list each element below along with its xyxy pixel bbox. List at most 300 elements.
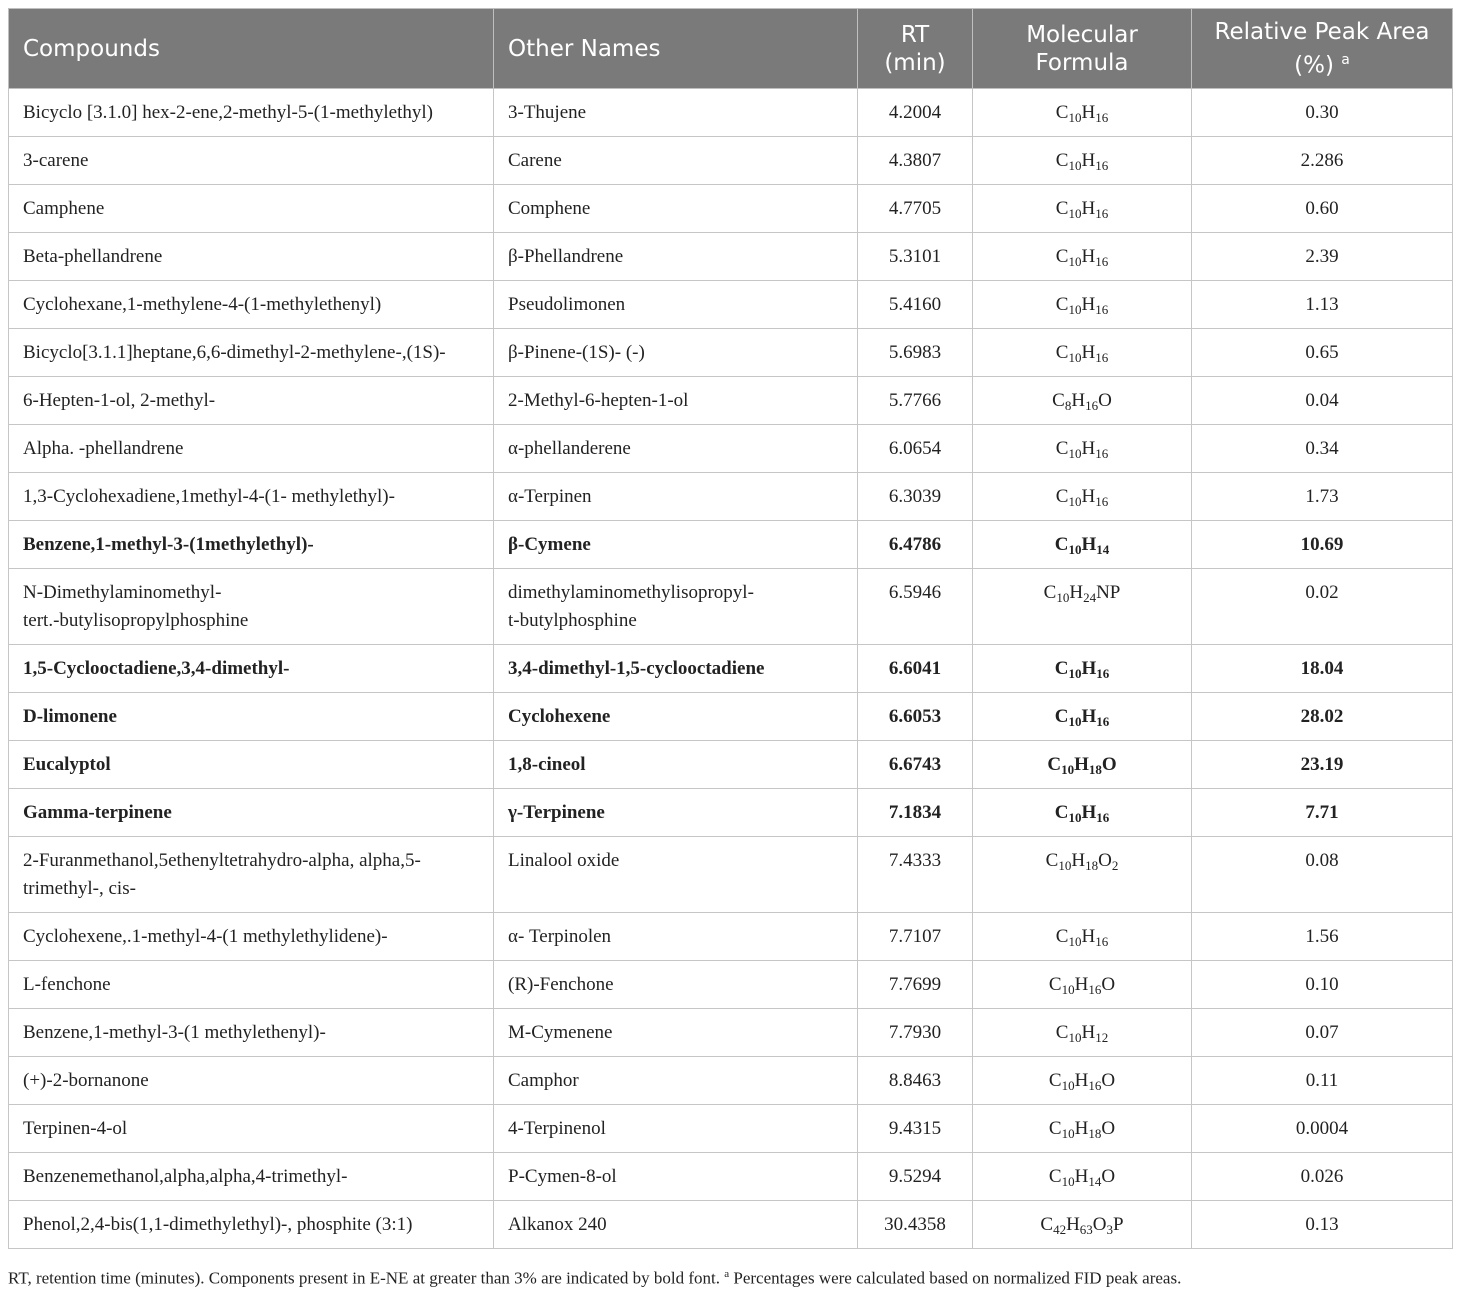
table-row xyxy=(9,1153,1453,1201)
header-area-footnote-mark: a xyxy=(1341,51,1350,68)
formula-subscript: 10 xyxy=(1068,1029,1082,1045)
other-name-text: γ-Terpinene xyxy=(508,801,605,823)
formula-element: C xyxy=(1048,973,1062,995)
formula-subscript: 16 xyxy=(1088,981,1102,997)
compound-text: Bicyclo[3.1.1]heptane,6,6-dimethyl-2-methylene-,(1S)- xyxy=(23,341,446,363)
cell-other-name xyxy=(494,569,858,645)
formula-element: H xyxy=(1081,657,1097,679)
table-row xyxy=(9,789,1453,837)
formula-element: C xyxy=(1055,101,1069,123)
cell-other-name xyxy=(494,1057,858,1105)
compound-text: Eucalyptol xyxy=(23,753,111,775)
cell-compound xyxy=(9,473,494,521)
formula-subscript: 16 xyxy=(1095,205,1109,221)
rt-value: 9.5294 xyxy=(888,1165,942,1187)
cell-molecular-formula xyxy=(973,281,1192,329)
cell-relative-peak-area xyxy=(1192,1009,1453,1057)
rt-value: 6.4786 xyxy=(888,533,942,555)
formula-element: O xyxy=(1101,753,1117,775)
area-value: 7.71 xyxy=(1305,801,1339,823)
formula-subscript: 10 xyxy=(1068,809,1082,825)
formula-element: C xyxy=(1055,1021,1069,1043)
cell-molecular-formula xyxy=(973,1105,1192,1153)
compound-text: Benzenemethanol,alpha,alpha,4-trimethyl- xyxy=(23,1165,348,1187)
cell-compound xyxy=(9,233,494,281)
area-value: 0.04 xyxy=(1305,389,1339,411)
formula-subscript: 8 xyxy=(1064,397,1072,413)
cell-molecular-formula xyxy=(973,569,1192,645)
cell-compound xyxy=(9,789,494,837)
cell-rt xyxy=(858,913,973,961)
cell-rt xyxy=(858,377,973,425)
formula-element: C xyxy=(1043,582,1057,603)
cell-rt xyxy=(858,1153,973,1201)
compound-text: Alpha. -phellandrene xyxy=(23,437,184,459)
formula-subscript: 10 xyxy=(1068,713,1082,729)
cell-other-name xyxy=(494,281,858,329)
compound-text: D-limonene xyxy=(23,705,117,727)
formula-element: H xyxy=(1081,705,1097,727)
cell-relative-peak-area xyxy=(1192,521,1453,569)
other-name-text: Cyclohexene xyxy=(508,705,611,727)
cell-other-name xyxy=(494,473,858,521)
area-value: 23.19 xyxy=(1300,753,1344,775)
other-name-text: (R)-Fenchone xyxy=(508,973,614,995)
cell-other-name xyxy=(494,1105,858,1153)
compound-line: 2-Furanmethanol,5ethenyltetrahydro-alpha, alpha,5- xyxy=(23,850,421,871)
cell-compound xyxy=(9,961,494,1009)
cell-other-name xyxy=(494,961,858,1009)
header-rt xyxy=(858,9,973,89)
cell-rt xyxy=(858,1201,973,1249)
table-container xyxy=(8,8,1452,1249)
table-row xyxy=(9,137,1453,185)
cell-rt xyxy=(858,1009,973,1057)
formula-element: C xyxy=(1055,925,1069,947)
cell-relative-peak-area xyxy=(1192,569,1453,645)
cell-other-name xyxy=(494,233,858,281)
table-row xyxy=(9,569,1453,645)
formula-subscript: 10 xyxy=(1061,1077,1075,1093)
header-other-names: Other Names xyxy=(494,9,858,89)
table-body xyxy=(9,89,1453,1249)
cell-compound xyxy=(9,377,494,425)
header-rt-line2: (min) xyxy=(884,49,946,76)
cell-relative-peak-area xyxy=(1192,329,1453,377)
cell-other-name xyxy=(494,837,858,913)
cell-rt xyxy=(858,185,973,233)
table-row xyxy=(9,645,1453,693)
formula-subscript: 16 xyxy=(1095,157,1109,173)
rt-value: 5.6983 xyxy=(888,341,942,363)
area-value: 28.02 xyxy=(1300,705,1344,727)
formula-subscript: 10 xyxy=(1068,157,1082,173)
formula-subscript: 16 xyxy=(1096,665,1110,681)
formula-element: O xyxy=(1101,1117,1116,1139)
formula-element: H xyxy=(1081,293,1096,315)
cell-other-name xyxy=(494,645,858,693)
cell-other-name xyxy=(494,521,858,569)
cell-molecular-formula xyxy=(973,185,1192,233)
table-row xyxy=(9,233,1453,281)
other-name-text: 3,4-dimethyl-1,5-cyclooctadiene xyxy=(508,657,765,679)
cell-other-name xyxy=(494,913,858,961)
formula-element: NP xyxy=(1096,582,1121,603)
header-rt-line1: RT xyxy=(900,21,930,48)
cell-other-name xyxy=(494,789,858,837)
formula-subscript: 18 xyxy=(1088,761,1102,777)
formula-element: H xyxy=(1081,801,1097,823)
formula-subscript: 10 xyxy=(1061,981,1075,997)
header-area-line1: Relative Peak Area xyxy=(1214,18,1430,45)
cell-rt xyxy=(858,789,973,837)
cell-other-name xyxy=(494,1153,858,1201)
table-row xyxy=(9,185,1453,233)
compound-line: N-Dimethylaminomethyl- xyxy=(23,582,222,603)
cell-relative-peak-area xyxy=(1192,281,1453,329)
cell-other-name xyxy=(494,1201,858,1249)
compound-text: Benzene,1-methyl-3-(1methylethyl)- xyxy=(23,533,314,555)
cell-molecular-formula xyxy=(973,741,1192,789)
formula-element: H xyxy=(1081,149,1096,171)
compound-text: Phenol,2,4-bis(1,1-dimethylethyl)-, phosphite (3:1) xyxy=(23,1213,413,1235)
cell-other-name xyxy=(494,329,858,377)
other-name-text: 4-Terpinenol xyxy=(508,1117,606,1139)
table-row xyxy=(9,521,1453,569)
cell-other-name xyxy=(494,741,858,789)
area-value: 1.56 xyxy=(1305,925,1339,947)
area-value: 0.0004 xyxy=(1295,1117,1349,1139)
cell-compound xyxy=(9,281,494,329)
other-name-text: α-phellanderene xyxy=(508,437,631,459)
cell-rt xyxy=(858,137,973,185)
area-value: 0.10 xyxy=(1305,973,1339,995)
formula-element: H xyxy=(1081,533,1097,555)
rt-value: 4.3807 xyxy=(888,149,942,171)
compound-text: 3-carene xyxy=(23,149,89,171)
cell-molecular-formula xyxy=(973,89,1192,137)
formula-subscript: 10 xyxy=(1068,205,1082,221)
cell-relative-peak-area xyxy=(1192,645,1453,693)
formula-subscript: 10 xyxy=(1068,665,1082,681)
cell-compound xyxy=(9,693,494,741)
formula-subscript: 10 xyxy=(1068,445,1082,461)
formula-element: H xyxy=(1074,1165,1089,1187)
area-value: 0.11 xyxy=(1305,1069,1339,1091)
other-name-text: P-Cymen-8-ol xyxy=(508,1165,617,1187)
other-name-text: M-Cymenene xyxy=(508,1021,613,1043)
other-name-text: Pseudolimonen xyxy=(508,293,626,315)
cell-compound xyxy=(9,329,494,377)
other-name-text: 2-Methyl-6-hepten-1-ol xyxy=(508,389,689,411)
formula-subscript: 16 xyxy=(1095,349,1109,365)
compound-text: 1,3-Cyclohexadiene,1methyl-4-(1- methylethyl)- xyxy=(23,485,395,507)
formula-element: H xyxy=(1066,1213,1080,1235)
header-formula-line1: Molecular xyxy=(1026,21,1138,48)
formula-element: H xyxy=(1081,925,1096,947)
cell-rt xyxy=(858,837,973,913)
table-row xyxy=(9,741,1453,789)
formula-subscript: 24 xyxy=(1083,590,1097,605)
compound-line: tert.-butylisopropylphosphine xyxy=(23,610,249,631)
cell-rt xyxy=(858,693,973,741)
formula-subscript: 10 xyxy=(1068,493,1082,509)
formula-subscript: 3 xyxy=(1106,1221,1114,1237)
rt-value: 5.7766 xyxy=(888,389,942,411)
cell-other-name xyxy=(494,693,858,741)
footnote-text-before: RT, retention time (minutes). Components present in E-NE at greater than 3% are indicated by bold font. xyxy=(8,1268,725,1288)
compound-text: 1,5-Cyclooctadiene,3,4-dimethyl- xyxy=(23,657,290,679)
cell-relative-peak-area xyxy=(1192,961,1453,1009)
formula-element: H xyxy=(1074,1069,1089,1091)
formula-element: H xyxy=(1071,850,1086,871)
formula-subscript: 16 xyxy=(1095,493,1109,509)
other-name-text: Carene xyxy=(508,149,562,171)
formula-subscript: 10 xyxy=(1061,1125,1075,1141)
compound-text: Camphene xyxy=(23,197,105,219)
cell-rt xyxy=(858,1105,973,1153)
cell-compound xyxy=(9,1153,494,1201)
other-name-text: α- Terpinolen xyxy=(508,925,612,947)
compound-text: (+)-2-bornanone xyxy=(23,1069,149,1091)
cell-compound xyxy=(9,185,494,233)
cell-molecular-formula xyxy=(973,329,1192,377)
cell-molecular-formula xyxy=(973,1057,1192,1105)
cell-rt xyxy=(858,645,973,693)
cell-molecular-formula xyxy=(973,1153,1192,1201)
formula-subscript: 16 xyxy=(1095,445,1109,461)
cell-rt xyxy=(858,329,973,377)
header-molecular-formula xyxy=(973,9,1192,89)
cell-compound xyxy=(9,1009,494,1057)
rt-value: 9.4315 xyxy=(888,1117,942,1139)
formula-subscript: 10 xyxy=(1068,253,1082,269)
cell-molecular-formula xyxy=(973,961,1192,1009)
formula-element: H xyxy=(1081,485,1096,507)
area-value: 0.07 xyxy=(1305,1021,1339,1043)
cell-molecular-formula xyxy=(973,913,1192,961)
cell-relative-peak-area xyxy=(1192,693,1453,741)
area-value: 0.60 xyxy=(1305,197,1339,219)
cell-relative-peak-area xyxy=(1192,377,1453,425)
area-value: 0.34 xyxy=(1305,437,1339,459)
cell-molecular-formula xyxy=(973,789,1192,837)
formula-subscript: 14 xyxy=(1096,541,1110,557)
formula-element: C xyxy=(1045,850,1059,871)
header-row xyxy=(9,9,1453,89)
cell-molecular-formula xyxy=(973,137,1192,185)
compounds-table xyxy=(8,8,1453,1249)
cell-rt xyxy=(858,89,973,137)
formula-subscript: 16 xyxy=(1095,301,1109,317)
formula-element: C xyxy=(1055,293,1069,315)
rt-value: 7.7107 xyxy=(888,925,942,947)
rt-value: 6.6041 xyxy=(888,657,942,679)
formula-subscript: 10 xyxy=(1068,301,1082,317)
formula-subscript: 18 xyxy=(1085,858,1099,873)
other-name-text: Comphene xyxy=(508,197,591,219)
formula-element: H xyxy=(1069,582,1084,603)
other-name-text: 1,8-cineol xyxy=(508,753,586,775)
cell-molecular-formula xyxy=(973,645,1192,693)
other-name-line: t-butylphosphine xyxy=(508,610,637,631)
header-relative-peak-area xyxy=(1192,9,1453,89)
rt-value: 5.4160 xyxy=(888,293,942,315)
compound-text: Beta-phellandrene xyxy=(23,245,163,267)
formula-element: H xyxy=(1081,245,1096,267)
formula-element: C xyxy=(1054,533,1069,555)
table-row xyxy=(9,837,1453,913)
compound-text: Terpinen-4-ol xyxy=(23,1117,128,1139)
cell-other-name xyxy=(494,377,858,425)
cell-rt xyxy=(858,741,973,789)
cell-other-name xyxy=(494,137,858,185)
formula-element: C xyxy=(1055,341,1069,363)
cell-molecular-formula xyxy=(973,377,1192,425)
table-row xyxy=(9,1009,1453,1057)
cell-rt xyxy=(858,569,973,645)
other-name-text: Camphor xyxy=(508,1069,579,1091)
formula-element: H xyxy=(1074,973,1089,995)
table-row xyxy=(9,281,1453,329)
compound-text: Cyclohexane,1-methylene-4-(1-methylethenyl) xyxy=(23,293,382,315)
cell-relative-peak-area xyxy=(1192,1201,1453,1249)
cell-molecular-formula xyxy=(973,425,1192,473)
table-row xyxy=(9,89,1453,137)
cell-relative-peak-area xyxy=(1192,137,1453,185)
area-value: 18.04 xyxy=(1300,657,1344,679)
area-value: 0.30 xyxy=(1305,101,1339,123)
cell-rt xyxy=(858,961,973,1009)
rt-value: 6.0654 xyxy=(888,437,942,459)
formula-subscript: 16 xyxy=(1085,397,1099,413)
table-row xyxy=(9,425,1453,473)
compound-text: Gamma-terpinene xyxy=(23,801,172,823)
formula-subscript: 2 xyxy=(1111,858,1119,873)
table-row xyxy=(9,1057,1453,1105)
cell-relative-peak-area xyxy=(1192,185,1453,233)
formula-element: P xyxy=(1113,1213,1124,1235)
cell-compound xyxy=(9,1057,494,1105)
table-row xyxy=(9,913,1453,961)
formula-element: H xyxy=(1074,753,1089,775)
cell-relative-peak-area xyxy=(1192,837,1453,913)
area-value: 0.02 xyxy=(1305,582,1339,603)
formula-subscript: 10 xyxy=(1061,761,1075,777)
formula-element: H xyxy=(1081,101,1096,123)
formula-element: O xyxy=(1098,389,1112,411)
cell-molecular-formula xyxy=(973,693,1192,741)
header-formula-line2: Formula xyxy=(1035,49,1129,76)
area-value: 1.73 xyxy=(1305,485,1339,507)
other-name-text: α-Terpinen xyxy=(508,485,592,507)
rt-value: 4.7705 xyxy=(888,197,942,219)
cell-compound xyxy=(9,569,494,645)
cell-compound xyxy=(9,137,494,185)
area-value: 0.65 xyxy=(1305,341,1339,363)
area-value: 0.13 xyxy=(1305,1213,1339,1235)
formula-subscript: 12 xyxy=(1095,1029,1109,1045)
cell-molecular-formula xyxy=(973,233,1192,281)
table-row xyxy=(9,473,1453,521)
rt-value: 5.3101 xyxy=(888,245,942,267)
cell-compound xyxy=(9,425,494,473)
formula-element: H xyxy=(1071,389,1086,411)
area-value: 0.026 xyxy=(1300,1165,1344,1187)
formula-element: O xyxy=(1101,1069,1116,1091)
cell-rt xyxy=(858,473,973,521)
cell-compound xyxy=(9,837,494,913)
compound-text: Cyclohexene,.1-methyl-4-(1 methylethylidene)- xyxy=(23,925,388,947)
area-value: 2.286 xyxy=(1300,149,1344,171)
cell-relative-peak-area xyxy=(1192,1153,1453,1201)
formula-subscript: 18 xyxy=(1088,1125,1102,1141)
formula-subscript: 42 xyxy=(1053,1221,1067,1237)
rt-value: 6.3039 xyxy=(888,485,942,507)
cell-molecular-formula xyxy=(973,1201,1192,1249)
cell-compound xyxy=(9,645,494,693)
formula-subscript: 10 xyxy=(1061,1173,1075,1189)
cell-rt xyxy=(858,281,973,329)
formula-subscript: 10 xyxy=(1056,590,1070,605)
formula-element: C xyxy=(1047,753,1062,775)
area-value: 0.08 xyxy=(1305,850,1339,871)
formula-element: C xyxy=(1055,485,1069,507)
formula-subscript: 10 xyxy=(1058,858,1072,873)
other-name-line: dimethylaminomethylisopropyl- xyxy=(508,582,754,603)
rt-value: 4.2004 xyxy=(888,101,942,123)
formula-element: O xyxy=(1101,973,1116,995)
area-value: 10.69 xyxy=(1300,533,1344,555)
formula-element: C xyxy=(1048,1069,1062,1091)
cell-other-name xyxy=(494,89,858,137)
rt-value: 7.1834 xyxy=(888,801,942,823)
cell-relative-peak-area xyxy=(1192,913,1453,961)
rt-value: 7.4333 xyxy=(888,850,942,871)
cell-relative-peak-area xyxy=(1192,1057,1453,1105)
cell-relative-peak-area xyxy=(1192,425,1453,473)
formula-element: O xyxy=(1092,1213,1107,1235)
rt-value: 8.8463 xyxy=(888,1069,942,1091)
formula-element: O xyxy=(1098,850,1112,871)
other-name-text: Alkanox 240 xyxy=(508,1213,607,1235)
cell-relative-peak-area xyxy=(1192,233,1453,281)
table-footnote xyxy=(8,1262,1452,1291)
formula-subscript: 16 xyxy=(1095,109,1109,125)
compound-text: Bicyclo [3.1.0] hex-2-ene,2-methyl-5-(1-methylethyl) xyxy=(23,101,433,123)
table-row xyxy=(9,1201,1453,1249)
formula-subscript: 63 xyxy=(1079,1221,1093,1237)
table-row xyxy=(9,377,1453,425)
formula-element: C xyxy=(1055,245,1069,267)
cell-other-name xyxy=(494,185,858,233)
formula-subscript: 16 xyxy=(1095,253,1109,269)
formula-element: H xyxy=(1081,197,1096,219)
formula-element: C xyxy=(1055,437,1069,459)
other-name-text: Linalool oxide xyxy=(508,850,620,871)
compound-line: trimethyl-, cis- xyxy=(23,878,136,899)
cell-compound xyxy=(9,1201,494,1249)
cell-molecular-formula xyxy=(973,1009,1192,1057)
cell-molecular-formula xyxy=(973,837,1192,913)
cell-relative-peak-area xyxy=(1192,789,1453,837)
rt-value: 7.7930 xyxy=(888,1021,942,1043)
cell-other-name xyxy=(494,425,858,473)
cell-compound xyxy=(9,913,494,961)
formula-element: C xyxy=(1048,1165,1062,1187)
rt-value: 30.4358 xyxy=(884,1213,946,1235)
formula-element: C xyxy=(1054,657,1069,679)
